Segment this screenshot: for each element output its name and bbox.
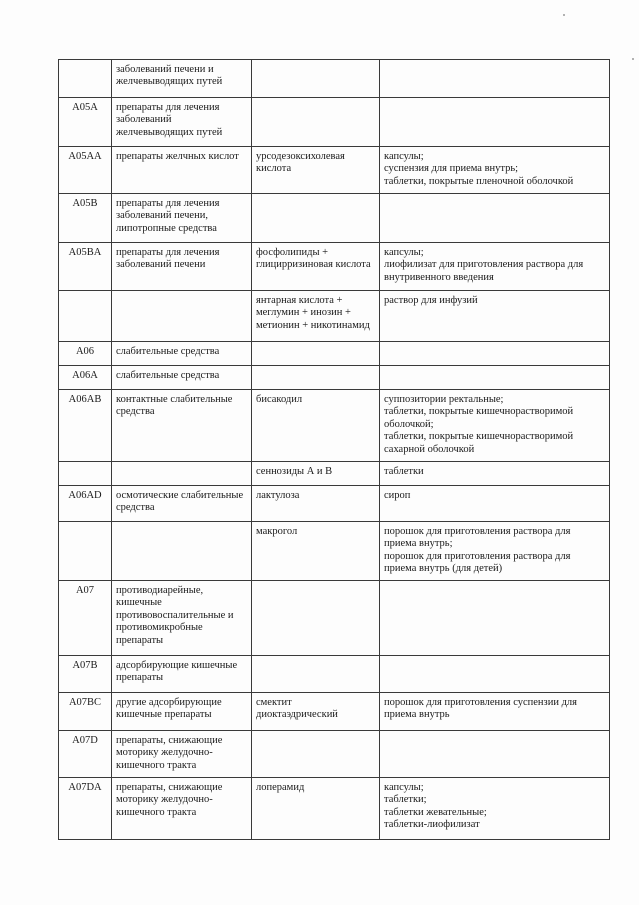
table-row bbox=[59, 342, 610, 366]
drug-name-cell bbox=[252, 342, 380, 366]
table-row bbox=[59, 98, 610, 147]
drug-name-cell: бисакодил bbox=[252, 390, 380, 462]
pharmacological-group-cell: препараты для лечения заболеваний желчевыводящих путей bbox=[112, 98, 252, 147]
drug-name-cell bbox=[252, 366, 380, 390]
drug-name-cell: лоперамид bbox=[252, 778, 380, 840]
atc-code-cell: A07DA bbox=[59, 778, 112, 840]
dosage-form-cell bbox=[380, 731, 610, 778]
dosage-form-cell bbox=[380, 581, 610, 656]
atc-code-cell: A07 bbox=[59, 581, 112, 656]
pharmacological-group-cell: противодиарейные, кишечные противовоспалительные и противомикробные препараты bbox=[112, 581, 252, 656]
pharmacological-group-cell: заболеваний печени и желчевыводящих путей bbox=[112, 60, 252, 98]
atc-code-cell: A05B bbox=[59, 194, 112, 243]
dosage-form-cell bbox=[380, 342, 610, 366]
dosage-form-cell: сироп bbox=[380, 486, 610, 522]
drug-name-cell: макрогол bbox=[252, 522, 380, 581]
pharmacological-group-cell: препараты для лечения заболеваний печени bbox=[112, 243, 252, 291]
pharmacological-group-cell: контактные слабительные средства bbox=[112, 390, 252, 462]
dosage-form-cell bbox=[380, 656, 610, 693]
atc-code-cell bbox=[59, 462, 112, 486]
dosage-form-cell bbox=[380, 98, 610, 147]
pharmacological-group-cell: адсорбирующие кишечные препараты bbox=[112, 656, 252, 693]
dosage-form-cell: раствор для инфузий bbox=[380, 291, 610, 342]
scan-speck bbox=[632, 58, 634, 60]
dosage-form-cell bbox=[380, 60, 610, 98]
drug-name-cell bbox=[252, 656, 380, 693]
drug-name-cell bbox=[252, 194, 380, 243]
atc-code-cell: A05A bbox=[59, 98, 112, 147]
drug-name-cell: янтарная кислота + меглумин + инозин + метионин + никотинамид bbox=[252, 291, 380, 342]
pharmacological-group-cell: слабительные средства bbox=[112, 366, 252, 390]
pharmacological-group-cell: препараты, снижающие моторику желудочно-кишечного тракта bbox=[112, 731, 252, 778]
atc-code-cell: A05AA bbox=[59, 147, 112, 194]
table-row bbox=[59, 693, 610, 731]
drug-name-cell bbox=[252, 731, 380, 778]
atc-code-cell bbox=[59, 522, 112, 581]
pharmacological-group-cell: препараты желчных кислот bbox=[112, 147, 252, 194]
atc-code-cell: A06A bbox=[59, 366, 112, 390]
table-row bbox=[59, 366, 610, 390]
drug-name-cell: смектит диоктаэдрический bbox=[252, 693, 380, 731]
table-row bbox=[59, 243, 610, 291]
table-row bbox=[59, 486, 610, 522]
atc-code-cell: A06AD bbox=[59, 486, 112, 522]
table-row bbox=[59, 778, 610, 840]
pharmacological-group-cell bbox=[112, 522, 252, 581]
atc-code-cell bbox=[59, 60, 112, 98]
table-row bbox=[59, 462, 610, 486]
table-row bbox=[59, 291, 610, 342]
table-row bbox=[59, 147, 610, 194]
drug-name-cell: сеннозиды А и В bbox=[252, 462, 380, 486]
atc-code-cell: A07B bbox=[59, 656, 112, 693]
drug-name-cell bbox=[252, 98, 380, 147]
scan-speck bbox=[563, 14, 565, 16]
drug-name-cell: лактулоза bbox=[252, 486, 380, 522]
dosage-form-cell: порошок для приготовления раствора для приема внутрь; порошок для приготовления раствора для приема внутрь (для детей) bbox=[380, 522, 610, 581]
dosage-form-cell bbox=[380, 194, 610, 243]
dosage-form-cell bbox=[380, 366, 610, 390]
pharmacological-group-cell bbox=[112, 291, 252, 342]
drug-name-cell: фосфолипиды + глицирризиновая кислота bbox=[252, 243, 380, 291]
atc-code-cell: A06AB bbox=[59, 390, 112, 462]
table-row bbox=[59, 731, 610, 778]
dosage-form-cell: капсулы; таблетки; таблетки жевательные; таблетки-лиофилизат bbox=[380, 778, 610, 840]
drug-name-cell: урсодезоксихолевая кислота bbox=[252, 147, 380, 194]
atc-code-cell: A07D bbox=[59, 731, 112, 778]
dosage-form-cell: капсулы; лиофилизат для приготовления раствора для внутривенного введения bbox=[380, 243, 610, 291]
pharmacological-group-cell: слабительные средства bbox=[112, 342, 252, 366]
table-row bbox=[59, 656, 610, 693]
dosage-form-cell: порошок для приготовления суспензии для приема внутрь bbox=[380, 693, 610, 731]
atc-code-cell bbox=[59, 291, 112, 342]
dosage-form-cell: суппозитории ректальные; таблетки, покрытые кишечнорастворимой оболочкой; таблетки, покрытые кишечнорастворимой сахарной оболочкой bbox=[380, 390, 610, 462]
pharmacological-group-cell bbox=[112, 462, 252, 486]
table-row bbox=[59, 194, 610, 243]
dosage-form-cell: таблетки bbox=[380, 462, 610, 486]
table-row bbox=[59, 522, 610, 581]
drug-name-cell bbox=[252, 581, 380, 656]
table-row bbox=[59, 581, 610, 656]
table-row bbox=[59, 60, 610, 98]
dosage-form-cell: капсулы; суспензия для приема внутрь; таблетки, покрытые пленочной оболочкой bbox=[380, 147, 610, 194]
atc-code-cell: A05BA bbox=[59, 243, 112, 291]
table-row bbox=[59, 390, 610, 462]
drug-name-cell bbox=[252, 60, 380, 98]
medicines-table bbox=[58, 59, 610, 840]
atc-code-cell: A06 bbox=[59, 342, 112, 366]
pharmacological-group-cell: другие адсорбирующие кишечные препараты bbox=[112, 693, 252, 731]
pharmacological-group-cell: осмотические слабительные средства bbox=[112, 486, 252, 522]
pharmacological-group-cell: препараты, снижающие моторику желудочно-кишечного тракта bbox=[112, 778, 252, 840]
pharmacological-group-cell: препараты для лечения заболеваний печени, липотропные средства bbox=[112, 194, 252, 243]
atc-code-cell: A07BC bbox=[59, 693, 112, 731]
